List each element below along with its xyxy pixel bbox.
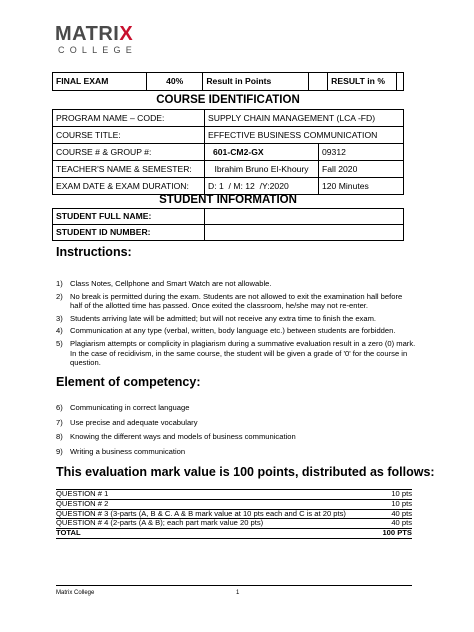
instructions-heading: Instructions:: [56, 245, 132, 259]
student-name-field[interactable]: [205, 209, 404, 225]
evaluation-heading: This evaluation mark value is 100 points, distributed as follows:: [56, 465, 435, 479]
table-row: [53, 209, 404, 225]
course-group-value: 601-CM2-GX: [205, 144, 319, 161]
student-name-label: STUDENT FULL NAME:: [53, 209, 205, 225]
table-row: [56, 519, 412, 529]
student-id-field[interactable]: [205, 225, 404, 241]
table-row: [53, 178, 404, 195]
total-row: [56, 529, 412, 539]
table-row: [53, 161, 404, 178]
question-label: QUESTION # 1: [56, 489, 109, 498]
student-information-table: [52, 208, 404, 241]
exam-header-table: [52, 72, 404, 91]
course-identification-title: COURSE IDENTIFICATION: [156, 94, 300, 106]
page-number: 1: [236, 590, 240, 596]
list-item: 9) Writing a business communication: [56, 446, 186, 456]
table-row: [53, 110, 404, 127]
course-identification-table: [52, 109, 404, 195]
exam-duration: 120 Minutes: [319, 178, 404, 195]
page-footer: [56, 585, 412, 596]
final-exam-label: FINAL EXAM: [53, 73, 147, 91]
exam-weight: 40%: [147, 73, 203, 91]
course-title-value: EFFECTIVE BUSINESS COMMUNICATION: [205, 127, 404, 144]
course-title-label: COURSE TITLE:: [53, 127, 205, 144]
result-percent-label: RESULT in %: [328, 73, 397, 91]
competency-list: [56, 403, 416, 461]
list-item: 2) No break is permitted during the exam. Students are not allowed to exit the examination hall before half of the allotted time has passed. Once exited the classroom, he/she may not re-enter.: [56, 291, 403, 311]
teacher-name: Ibrahim Bruno El-Khoury: [205, 161, 319, 178]
result-percent-field[interactable]: [397, 73, 404, 91]
table-row: [56, 489, 412, 500]
result-points-field[interactable]: [309, 73, 328, 91]
exam-date-label: EXAM DATE & EXAM DURATION:: [53, 178, 205, 195]
total-points: 100 PTS: [382, 528, 412, 538]
student-id-label: STUDENT ID NUMBER:: [53, 225, 205, 241]
table-row: [53, 225, 404, 241]
points-distribution: [56, 489, 412, 539]
competency-heading: Element of competency:: [56, 375, 201, 389]
list-item: 6) Communicating in correct language: [56, 403, 190, 412]
question-points: 40 pts: [391, 518, 412, 528]
question-points: 10 pts: [391, 489, 412, 498]
semester: Fall 2020: [319, 161, 404, 178]
instructions-list: [56, 279, 416, 371]
program-value: SUPPLY CHAIN MANAGEMENT (LCA -FD): [205, 110, 404, 127]
course-group-label: COURSE # & GROUP #:: [53, 144, 205, 161]
logo-subtitle: COLLEGE: [58, 45, 137, 55]
footer-school: Matrix College: [56, 590, 95, 596]
table-row: [53, 144, 404, 161]
logo-wordmark: MATRIX: [55, 23, 134, 45]
question-points: 40 pts: [391, 508, 412, 518]
matrix-college-logo: [55, 24, 150, 54]
list-item: 4) Communication at any type (verbal, written, body language etc.) between students are forbidden.: [56, 326, 396, 336]
program-label: PROGRAM NAME – CODE:: [53, 110, 205, 127]
question-label: QUESTION # 4 (2-parts (A & B); each part mark value 20 pts): [56, 518, 264, 528]
exam-date-value: [205, 178, 319, 195]
teacher-label: TEACHER'S NAME & SEMESTER:: [53, 161, 205, 178]
result-points-label: Result in Points: [203, 73, 309, 91]
exam-year: /Y:2020: [259, 180, 289, 191]
course-code: 09312: [319, 144, 404, 161]
list-item: 5) Plagiarism attempts or complicity in plagiarism during a summative evaluation result in a zero (0) mark. In the case of recidivism, in the same course, the student will be given a grade of '0' for the course in question.: [56, 338, 416, 368]
list-item: 8) Knowing the different ways and models of business communication: [56, 432, 296, 442]
list-item: 1) Class Notes, Cellphone and Smart Watch are not allowable.: [56, 279, 272, 288]
question-points: 10 pts: [391, 498, 412, 508]
question-label: QUESTION # 2: [56, 498, 109, 508]
list-item: 7) Use precise and adequate vocabulary: [56, 417, 198, 427]
exam-day: D: 1: [208, 180, 224, 191]
question-label: QUESTION # 3 (3-parts (A, B & C. A & B mark value at 10 pts each and C is at 20 pts): [56, 508, 346, 518]
student-information-title: STUDENT INFORMATION: [159, 194, 297, 206]
total-label: TOTAL: [56, 528, 81, 538]
exam-month: / M: 12: [228, 180, 255, 191]
table-row: [53, 127, 404, 144]
list-item: 3) Students arriving late will be admitted; but will not receive any extra time to finish the exam.: [56, 313, 377, 323]
